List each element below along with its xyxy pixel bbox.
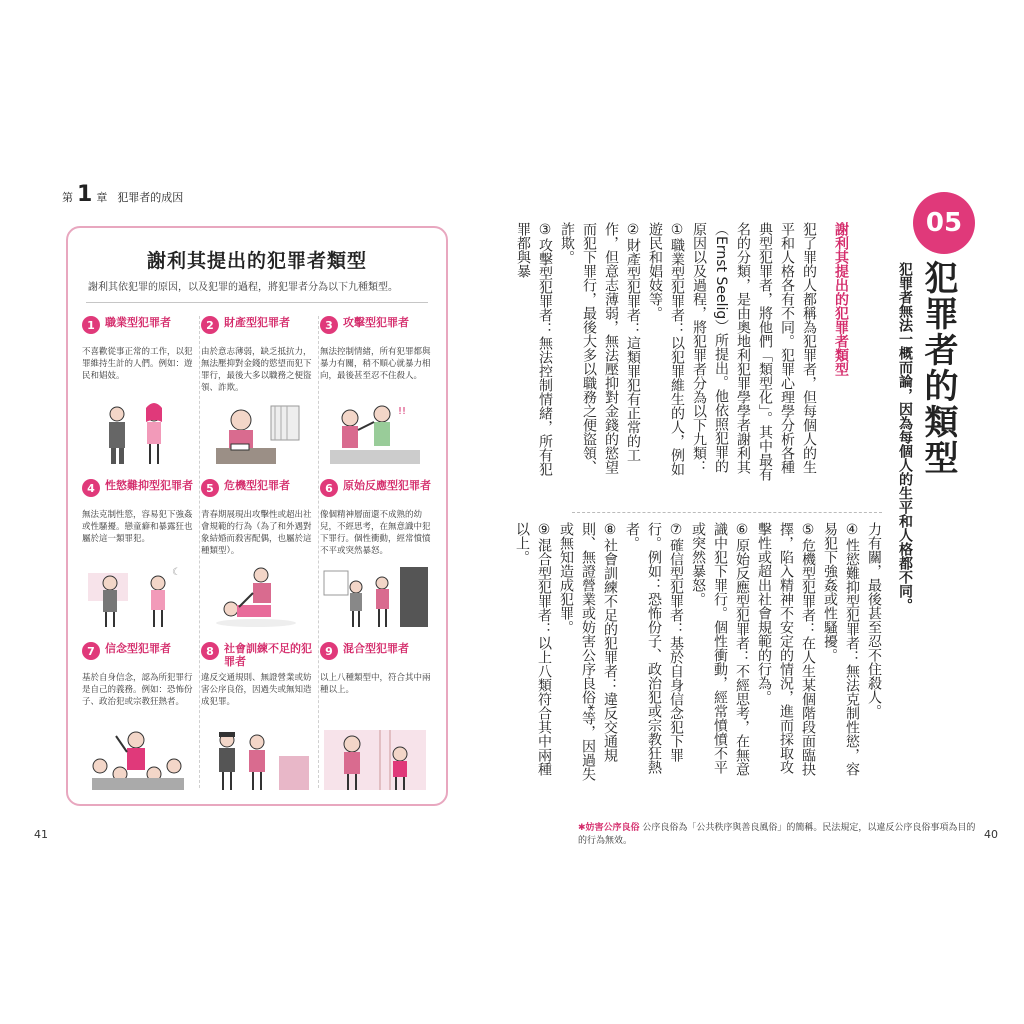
type-card bbox=[320, 479, 434, 634]
page-number: 40 bbox=[984, 828, 998, 841]
chapter-suffix: 章 bbox=[96, 191, 108, 204]
type-illustration bbox=[320, 400, 434, 466]
box-divider bbox=[86, 302, 428, 303]
right-page bbox=[500, 150, 1000, 870]
type-item: ⑧社會訓練不足的犯罪者：違反交通規則、無證營業或妨害公序良俗*等，因過失或無知造成犯罪。 bbox=[558, 522, 618, 781]
type-card bbox=[320, 642, 434, 797]
type-item: ①職業型犯罪者：以犯罪維生的人，例如遊民和娼妓等。 bbox=[647, 222, 685, 476]
type-number: 4 bbox=[82, 479, 100, 497]
type-item: ③攻擊型犯罪者：無法控制情緒，所有犯罪都與暴 bbox=[515, 222, 553, 476]
column1-heading bbox=[830, 222, 852, 482]
type-description: 由於意志薄弱，缺乏抵抗力，無法壓抑對金錢的慾望而犯下罪行，最後大多以職務之便盜領、詐欺。 bbox=[201, 347, 312, 393]
type-illustration bbox=[82, 400, 196, 466]
type-card bbox=[320, 316, 434, 471]
type-item: ⑥原始反應型犯罪者：不經思考，在無意識中犯下罪行。個性衝動，經常憤憤不平或突然暴怒。 bbox=[690, 522, 750, 776]
type-description: 青春期展現出攻擊性或超出社會規範的行為（為了和外遇對象結婚而殺害配偶，也屬於這種類型）。 bbox=[201, 510, 312, 556]
type-label: 社會訓練不足的犯罪者 bbox=[224, 642, 312, 668]
type-illustration bbox=[320, 726, 434, 792]
type-number: 5 bbox=[201, 479, 219, 497]
type-number: 1 bbox=[82, 316, 100, 334]
type-description: 無法控制情緒，所有犯罪都與暴力有關，稍不順心就暴力相向，最後甚至忍不住殺人。 bbox=[320, 347, 431, 381]
type-label: 攻擊型犯罪者 bbox=[343, 316, 409, 329]
chapter-title: 犯罪者的成因 bbox=[117, 191, 184, 204]
svg-text:☾: ☾ bbox=[172, 567, 181, 578]
type-number: 6 bbox=[320, 479, 338, 497]
type-description: 基於自身信念，認為所犯罪行是自己的義務。例如：恐怖份子、政治犯或宗教狂熱者。 bbox=[82, 673, 193, 707]
column-divider bbox=[572, 512, 882, 513]
type-label: 性慾難抑型犯罪者 bbox=[105, 479, 193, 492]
section-number-badge: 05 bbox=[913, 192, 975, 254]
type-item: 力有關，最後甚至忍不住殺人。 bbox=[866, 522, 882, 718]
type-card bbox=[201, 316, 315, 471]
type-illustration bbox=[201, 400, 315, 466]
type-card bbox=[82, 479, 196, 634]
type-card bbox=[82, 642, 196, 797]
section-subtitle: 犯罪者無法一概而論，因為每個人的生平和人格都不同。 bbox=[897, 262, 913, 612]
body-heading: 謝利其提出的犯罪者類型 bbox=[833, 222, 849, 376]
column1-body bbox=[515, 222, 820, 482]
type-number: 2 bbox=[201, 316, 219, 334]
type-description: 像個精神層面還不成熟的幼兒，不經思考，在無意識中犯下罪行。個性衝動，經常憤憤不平或突然暴怒。 bbox=[320, 510, 431, 556]
footnote-text: 公序良俗為「公共秩序與善良風俗」的簡稱。民法規定，以違反公序良俗事項為目的的行為無效。 bbox=[578, 823, 976, 846]
section-title: 犯罪者的類型 bbox=[918, 260, 958, 476]
type-description: 以上八種類型中，符合其中兩種以上。 bbox=[320, 673, 431, 695]
column2-body bbox=[514, 522, 885, 782]
type-description: 無法克制性慾，容易犯下強姦或性騷擾。戀童癖和暴露狂也屬於這一類罪犯。 bbox=[82, 510, 193, 544]
type-card bbox=[201, 479, 315, 634]
footnote-term: ✱妨害公序良俗 bbox=[578, 823, 640, 833]
type-item: ⑤危機型犯罪者：在人生某個階段面臨抉擇，陷入精神不安定的情況，進而採取攻擊性或超出社會規範的行為。 bbox=[756, 522, 816, 776]
type-illustration bbox=[82, 726, 196, 792]
type-number: 3 bbox=[320, 316, 338, 334]
type-illustration bbox=[201, 726, 315, 792]
type-label: 財產型犯罪者 bbox=[224, 316, 290, 329]
type-label: 信念型犯罪者 bbox=[105, 642, 171, 655]
box-intro: 謝利其依犯罪的原因，以及犯罪的過程，將犯罪者分為以下九種類型。 bbox=[88, 282, 398, 293]
page-number: 41 bbox=[34, 828, 48, 841]
type-item: ⑦確信型犯罪者：基於自身信念犯下罪行。例如：恐怖份子、政治犯或宗教狂熱者。 bbox=[624, 522, 684, 774]
type-number: 7 bbox=[82, 642, 100, 660]
type-item: ⑨混合型犯罪者：以上八類符合其中兩種以上。 bbox=[514, 522, 552, 776]
chapter-header bbox=[62, 184, 183, 206]
type-description: 違反交通規則、無證營業或妨害公序良俗，因過失或無知造成犯罪。 bbox=[201, 673, 312, 707]
footnote bbox=[578, 822, 978, 848]
type-label: 危機型犯罪者 bbox=[224, 479, 290, 492]
box-title: 謝利其提出的犯罪者類型 bbox=[146, 250, 367, 272]
chapter-number: 1 bbox=[77, 182, 93, 207]
type-number: 9 bbox=[320, 642, 338, 660]
types-grid bbox=[82, 316, 434, 797]
type-item: ④性慾難抑型犯罪者：無法克制性慾，容易犯下強姦或性騷擾。 bbox=[822, 522, 860, 776]
type-card bbox=[82, 316, 196, 471]
type-label: 職業型犯罪者 bbox=[105, 316, 171, 329]
criminal-types-box bbox=[66, 226, 448, 806]
type-illustration bbox=[82, 563, 196, 629]
svg-text:!!: !! bbox=[398, 406, 407, 417]
left-page bbox=[34, 150, 470, 870]
type-item: ②財產型犯罪者：這類罪犯有正常的工作，但意志薄弱，無法壓抑對金錢的慾望而犯下罪行，最後大多以職務之便盜領、詐欺。 bbox=[559, 222, 641, 474]
type-description: 不喜歡從事正常的工作，以犯罪維持生計的人們。例如：遊民和娼妓。 bbox=[82, 347, 193, 381]
type-card bbox=[201, 642, 315, 797]
chapter-prefix: 第 bbox=[62, 191, 73, 204]
type-label: 原始反應型犯罪者 bbox=[343, 479, 431, 492]
type-illustration bbox=[320, 563, 434, 629]
type-illustration bbox=[201, 563, 315, 629]
type-number: 8 bbox=[201, 642, 219, 660]
body-paragraph: 犯了罪的人都稱為犯罪者，但每個人的生平和人格各有不同。犯罪心理學分析各種典型犯罪者，將他們「類型化」。其中最有名的分類，是由奧地利犯罪學學者謝利其（Ernst Seelig）所提出。他依照犯罪的原因以及過程，將犯罪者分為以下九類： bbox=[691, 222, 817, 481]
type-label: 混合型犯罪者 bbox=[343, 642, 409, 655]
